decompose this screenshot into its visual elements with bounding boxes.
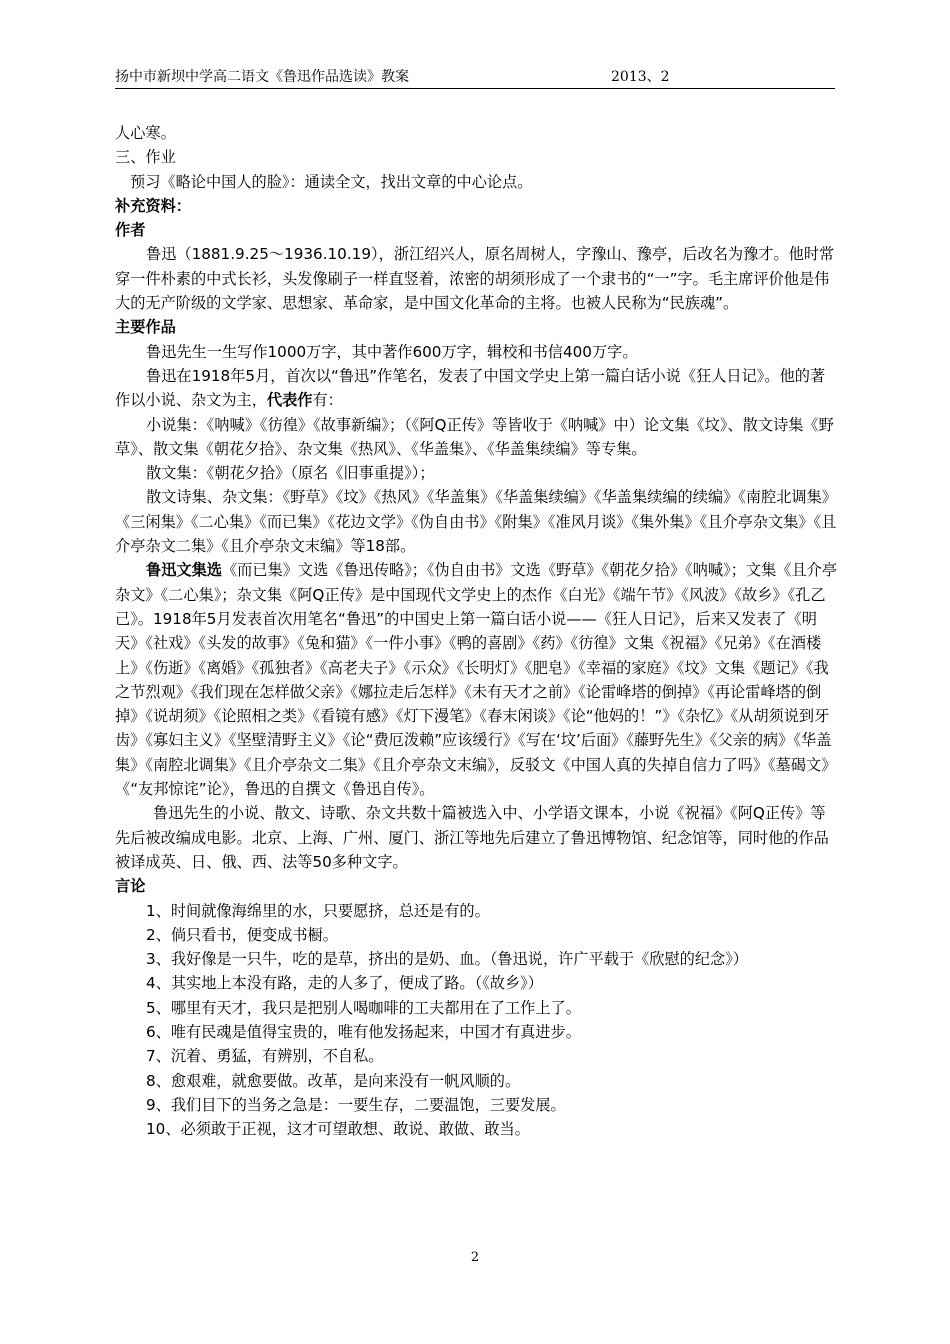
quote-item: 2、倘只看书，便变成书橱。 [146,925,338,944]
works-selection [115,558,839,801]
works-p2-bold: 代表作 [266,391,313,410]
works-paragraph-2 [115,364,839,413]
works-legacy: 鲁迅先生的小说、散文、诗歌、杂文共数十篇被选入中、小学语文课本，小说《祝福》《阿Q正传》等先后被改编成电影。北京、上海、广州、厦门、浙江等地先后建立了鲁迅博物馆、纪念馆等，同时他的作品被译成英、日、俄、西、法等50多种文字。 [115,804,829,871]
quote-item: 8、愈艰难，就愈要做。改革，是向来没有一帆风顺的。 [146,1071,521,1090]
works-paragraph-1: 鲁迅先生一生写作1000万字，其中著作600万字，辑校和书信400万字。 [146,342,638,361]
intro-line: 人心寒。 [115,124,176,142]
author-paragraph: 鲁迅（1881.9.25～1936.10.19），浙江绍兴人，原名周树人，字豫山、豫亭，后改名为豫才。他时常穿一件朴素的中式长衫，头发像刷子一样直竖着，浓密的胡须形成了一个隶书的“一”字。毛主席评价他是伟大的无产阶级的文学家、思想家、革命家，是中国文化革命的主将。也被人民称为“民族魂”。 [115,245,835,313]
document-body [115,121,839,1141]
quote-item: 4、其实地上本没有路，走的人多了，便成了路。（《故乡》） [146,974,543,993]
works-selection-bold: 鲁迅文集选 [146,561,222,580]
page-number: 2 [470,1250,480,1265]
works-heading: 主要作品 [115,318,176,337]
quote-item: 1、时间就像海绵里的水，只要愿挤，总还是有的。 [146,901,490,920]
works-essays: 散文诗集、杂文集：《野草》《坟》《热风》《华盖集》《华盖集续编》《华盖集续编的续编》《南腔北调集》《三闲集》《二心集》《而已集》《花边文学》《伪自由书》《附集》《准风月谈》《集外集》《且介亭杂文集》《且介亭杂文二集》《且介亭杂文末编》等18部。 [115,488,837,556]
supplement-title: 补充资料： [115,196,191,215]
works-selection-text: 《而已集》文选《鲁迅传略》；《伪自由书》文选《野草》《朝花夕拾》《呐喊》；文集《且介亭杂文》《二心集》；杂文集《阿Q正传》是中国现代文学史上的杰作《白光》《端午节》《风波》《故乡》《孔乙己》。1918年5月发表首次用笔名“鲁迅”的中国史上第一篇白话小说——《狂人日记》，后来又发表了《明天》《社戏》《头发的故事》《兔和猫》《一件小事》《鸭的喜剧》《药》《彷徨》文集《祝福》《兄弟》《在酒楼上》《伤逝》《离婚》《孤独者》《高老夫子》《示众》《长明灯》《肥皂》《幸福的家庭》《坟》文集《题记》《我之节烈观》《我们现在怎样做父亲》《娜拉走后怎样》《未有天才之前》《论雷峰塔的倒掉》《再论雷峰塔的倒掉》《说胡须》《论照相之类》《看镜有感》《灯下漫笔》《春末闲谈》《论“他妈的！”》《杂忆》《从胡须说到牙齿》《寡妇主义》《坚壁清野主义》《论“费厄泼赖”应该缓行》《写在‘坟’后面》《藤野先生》《父亲的病》《华盖集》《南腔北调集》《且介亭杂文二集》《且介亭杂文末编》，反驳文《中国人真的失掉自信力了吗》《墓碣文》《“友邦惊诧”论》，鲁迅的自撰文《鲁迅自传》。 [115,561,838,799]
works-novels: 小说集：《呐喊》《彷徨》《故事新编》；（《阿Q正传》等皆收于《呐喊》中）论文集《坟》、散文诗集《野草》、散文集《朝花夕拾》、杂文集《热风》、《华盖集》、《华盖集续编》等专集。 [115,415,834,458]
quote-item: 9、我们目下的当务之急是：一要生存，二要温饱，三要发展。 [146,1095,566,1114]
header-date: 2013、2 [611,69,670,85]
quote-item: 7、沉着、勇猛，有辨别，不自私。 [146,1047,384,1066]
quote-item: 6、唯有民魂是值得宝贵的，唯有他发扬起来，中国才有真进步。 [146,1022,581,1041]
quote-item: 5、哪里有天才，我只是把别人喝咖啡的工夫都用在了工作上了。 [146,998,581,1017]
quotes-heading: 言论 [115,877,146,896]
author-heading: 作者 [115,221,146,240]
quote-item: 10、必须敢于正视，这才可望敢想、敢说、敢做、敢当。 [146,1120,530,1139]
works-prose: 散文集：《朝花夕拾》（原名《旧事重提》）； [146,464,435,483]
homework-text: 预习《略论中国人的脸》：通读全文，找出文章的中心论点。 [130,172,533,191]
quote-item: 3、我好像是一只牛，吃的是草，挤出的是奶、血。（鲁迅说，许广平载于《欣慰的纪念》） [146,950,748,969]
works-p2-a: 鲁迅在1918年5月，首次以“鲁迅”作笔名，发表了中国文学史上第一篇白话小说《狂人日记》。他的著作以小说、杂文为主， [115,366,826,410]
header-title: 扬中市新坝中学高二语文《鲁迅作品选读》教案 [115,69,409,85]
works-p2-b: 有： [312,391,343,410]
homework-title: 三、作业 [115,148,176,167]
page-header [115,64,835,89]
